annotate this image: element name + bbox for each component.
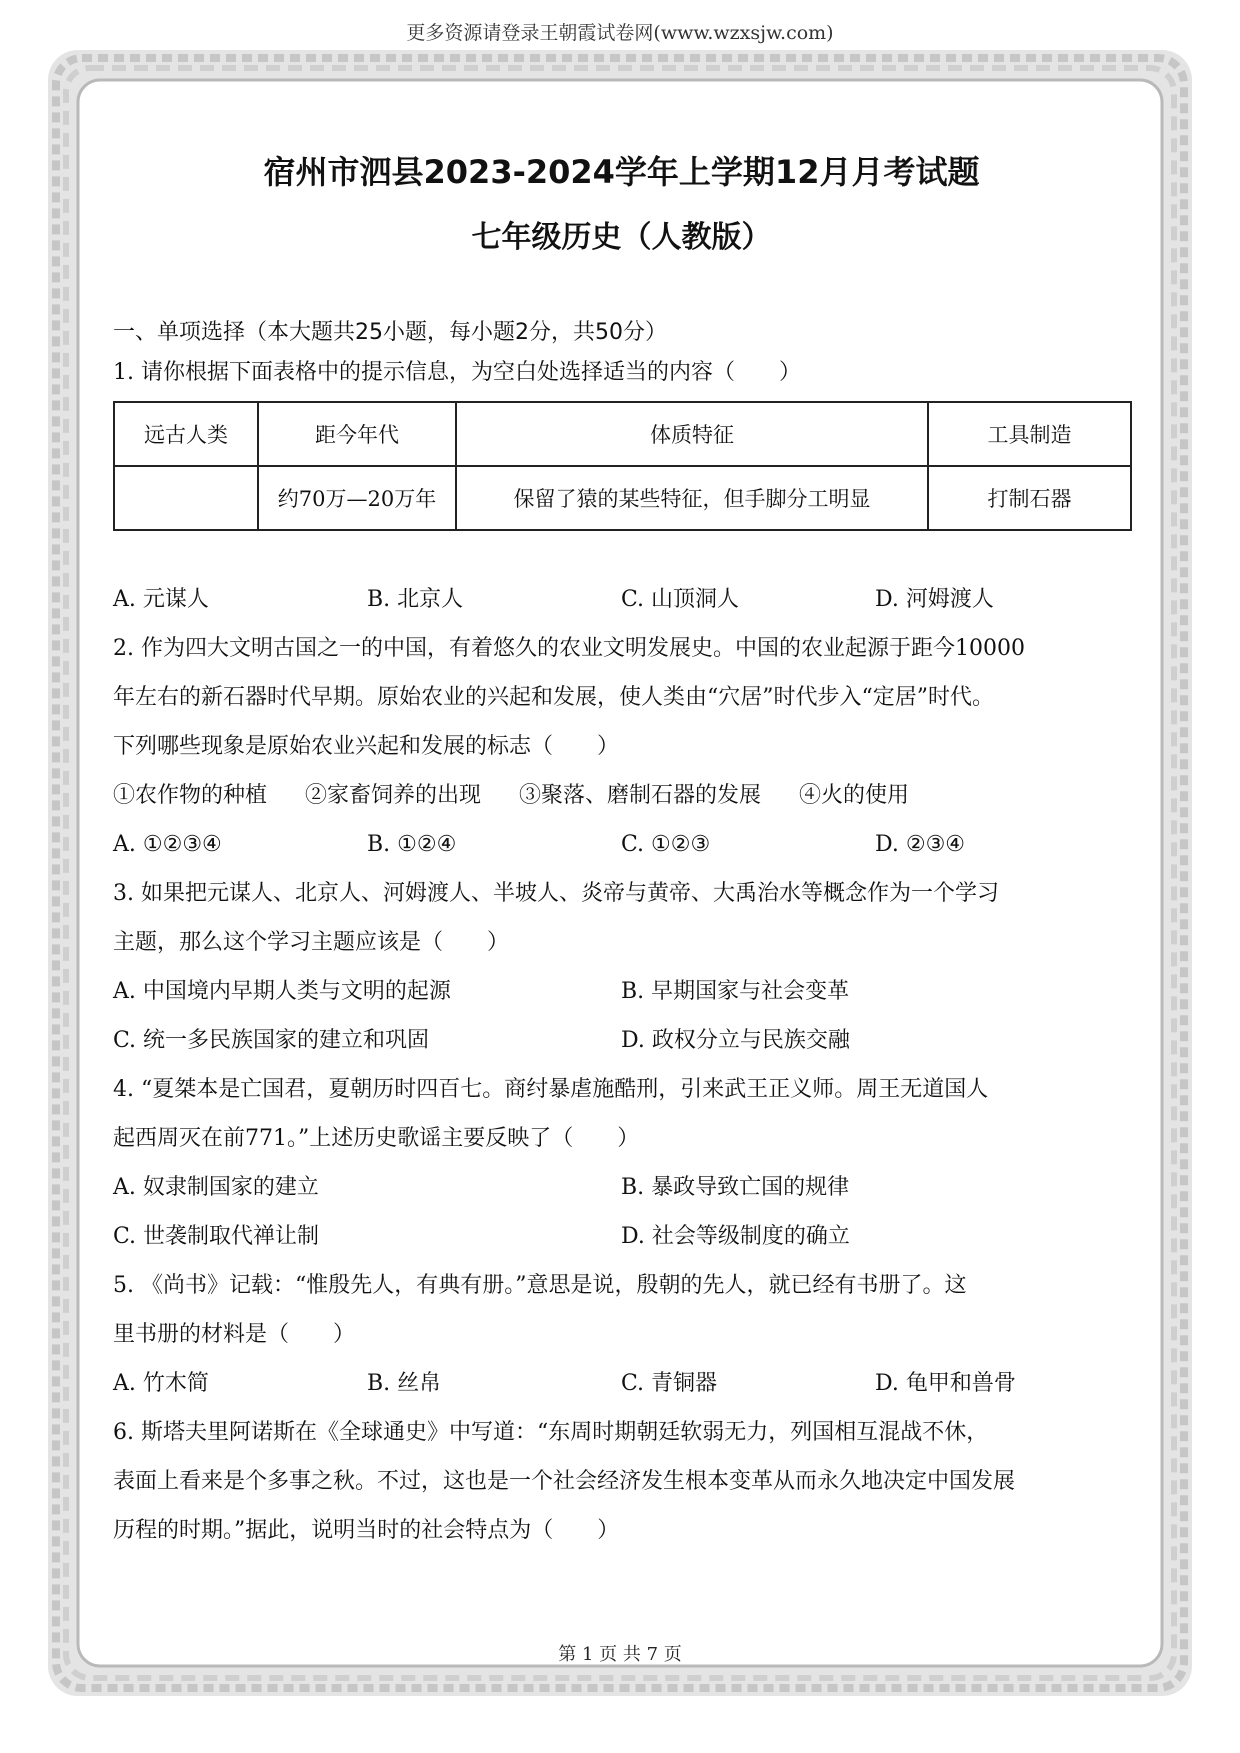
option-b: B. 丝帛 (367, 1371, 442, 1396)
option-a: A. 中国境内早期人类与文明的起源 (113, 979, 451, 1004)
table-header-cell: 工具制造 (928, 402, 1131, 466)
q1-table (113, 401, 1132, 531)
option-c: C. 青铜器 (621, 1371, 718, 1396)
option-a: A. 竹木简 (113, 1371, 209, 1396)
q5-options (113, 1359, 1130, 1408)
option-c: C. ①②③ (621, 832, 711, 857)
q1-stem: 1. 请你根据下面表格中的提示信息，为空白处选择适当的内容（ ） (113, 360, 801, 385)
option-b: B. 北京人 (367, 587, 464, 612)
page-footer: 第 1 页 共 7 页 (558, 1644, 682, 1665)
section-heading: 一、单项选择（本大题共25小题，每小题2分，共50分） (113, 320, 667, 345)
q3-line-2: 主题，那么这个学习主题应该是（ ） (113, 930, 510, 955)
option-d: D. ②③④ (875, 832, 966, 857)
option-c: C. 世袭制取代禅让制 (113, 1224, 320, 1249)
q2-statements (113, 771, 1130, 820)
option-c: C. 统一多民族国家的建立和巩固 (113, 1028, 430, 1053)
table-header-cell: 远古人类 (114, 402, 258, 466)
option-d: D. 龟甲和兽骨 (875, 1371, 1016, 1396)
option-d: D. 政权分立与民族交融 (621, 1028, 850, 1053)
table-header-cell: 体质特征 (456, 402, 928, 466)
q2-line-2: 年左右的新石器时代早期。原始农业的兴起和发展，使人类由“穴居”时代步入“定居”时代。 (113, 685, 994, 710)
table-cell-blank (114, 466, 258, 530)
q3-options-row-2 (113, 1016, 1130, 1065)
q6-line-2: 表面上看来是个多事之秋。不过，这也是一个社会经济发生根本变革从而永久地决定中国发展 (113, 1469, 1016, 1494)
q4-options-row-2 (113, 1212, 1130, 1261)
option-b: B. 早期国家与社会变革 (621, 979, 850, 1004)
q2-line-3: 下列哪些现象是原始农业兴起和发展的标志（ ） (113, 734, 620, 759)
option-c: C. 山顶洞人 (621, 587, 740, 612)
statement-4: ④火的使用 (799, 783, 910, 808)
table-cell: 约70万—20万年 (258, 466, 456, 530)
option-a: A. ①②③④ (113, 832, 222, 857)
q5-line-1: 5. 《尚书》记载：“惟殷先人，有典有册。”意思是说，殷朝的先人，就已经有书册了。这 (113, 1273, 967, 1298)
exam-subtitle: 七年级历史（人教版） (471, 220, 772, 255)
q3-options-row-1 (113, 967, 1130, 1016)
q5-line-2: 里书册的材料是（ ） (113, 1322, 356, 1347)
q2-line-1: 2. 作为四大文明古国之一的中国，有着悠久的农业文明发展史。中国的农业起源于距今10000 (113, 636, 1025, 661)
table-cell: 保留了猿的某些特征，但手脚分工明显 (456, 466, 928, 530)
q6-line-3: 历程的时期。”据此，说明当时的社会特点为（ ） (113, 1518, 620, 1543)
q4-options-row-1 (113, 1163, 1130, 1212)
header-note: 更多资源请登录王朝霞试卷网(www.wzxsjw.com) (406, 22, 834, 44)
q4-line-1: 4. “夏桀本是亡国君，夏朝历时四百七。商纣暴虐施酷刑，引来武王正义师。周王无道国人 (113, 1077, 989, 1102)
option-d: D. 河姆渡人 (875, 587, 994, 612)
exam-title: 宿州市泗县2023-2024学年上学期12月月考试题 (263, 153, 980, 191)
table-cell: 打制石器 (928, 466, 1131, 530)
q4-line-2: 起西周灭在前771。”上述历史歌谣主要反映了（ ） (113, 1126, 640, 1151)
exam-content (113, 150, 1130, 1555)
statement-1: ①农作物的种植 (113, 783, 268, 808)
q1-options (113, 575, 1130, 624)
option-d: D. 社会等级制度的确立 (621, 1224, 850, 1249)
q2-options (113, 820, 1130, 869)
q3-line-1: 3. 如果把元谋人、北京人、河姆渡人、半坡人、炎帝与黄帝、大禹治水等概念作为一个学习 (113, 881, 999, 906)
option-a: A. 奴隶制国家的建立 (113, 1175, 319, 1200)
q6-line-1: 6. 斯塔夫里阿诺斯在《全球通史》中写道：“东周时期朝廷软弱无力，列国相互混战不休， (113, 1420, 989, 1445)
option-a: A. 元谋人 (113, 587, 209, 612)
statement-3: ③聚落、磨制石器的发展 (519, 783, 762, 808)
table-row (114, 466, 1131, 530)
table-header-row (114, 402, 1131, 466)
table-header-cell: 距今年代 (258, 402, 456, 466)
option-b: B. ①②④ (367, 832, 457, 857)
statement-2: ②家畜饲养的出现 (305, 783, 482, 808)
option-b: B. 暴政导致亡国的规律 (621, 1175, 850, 1200)
